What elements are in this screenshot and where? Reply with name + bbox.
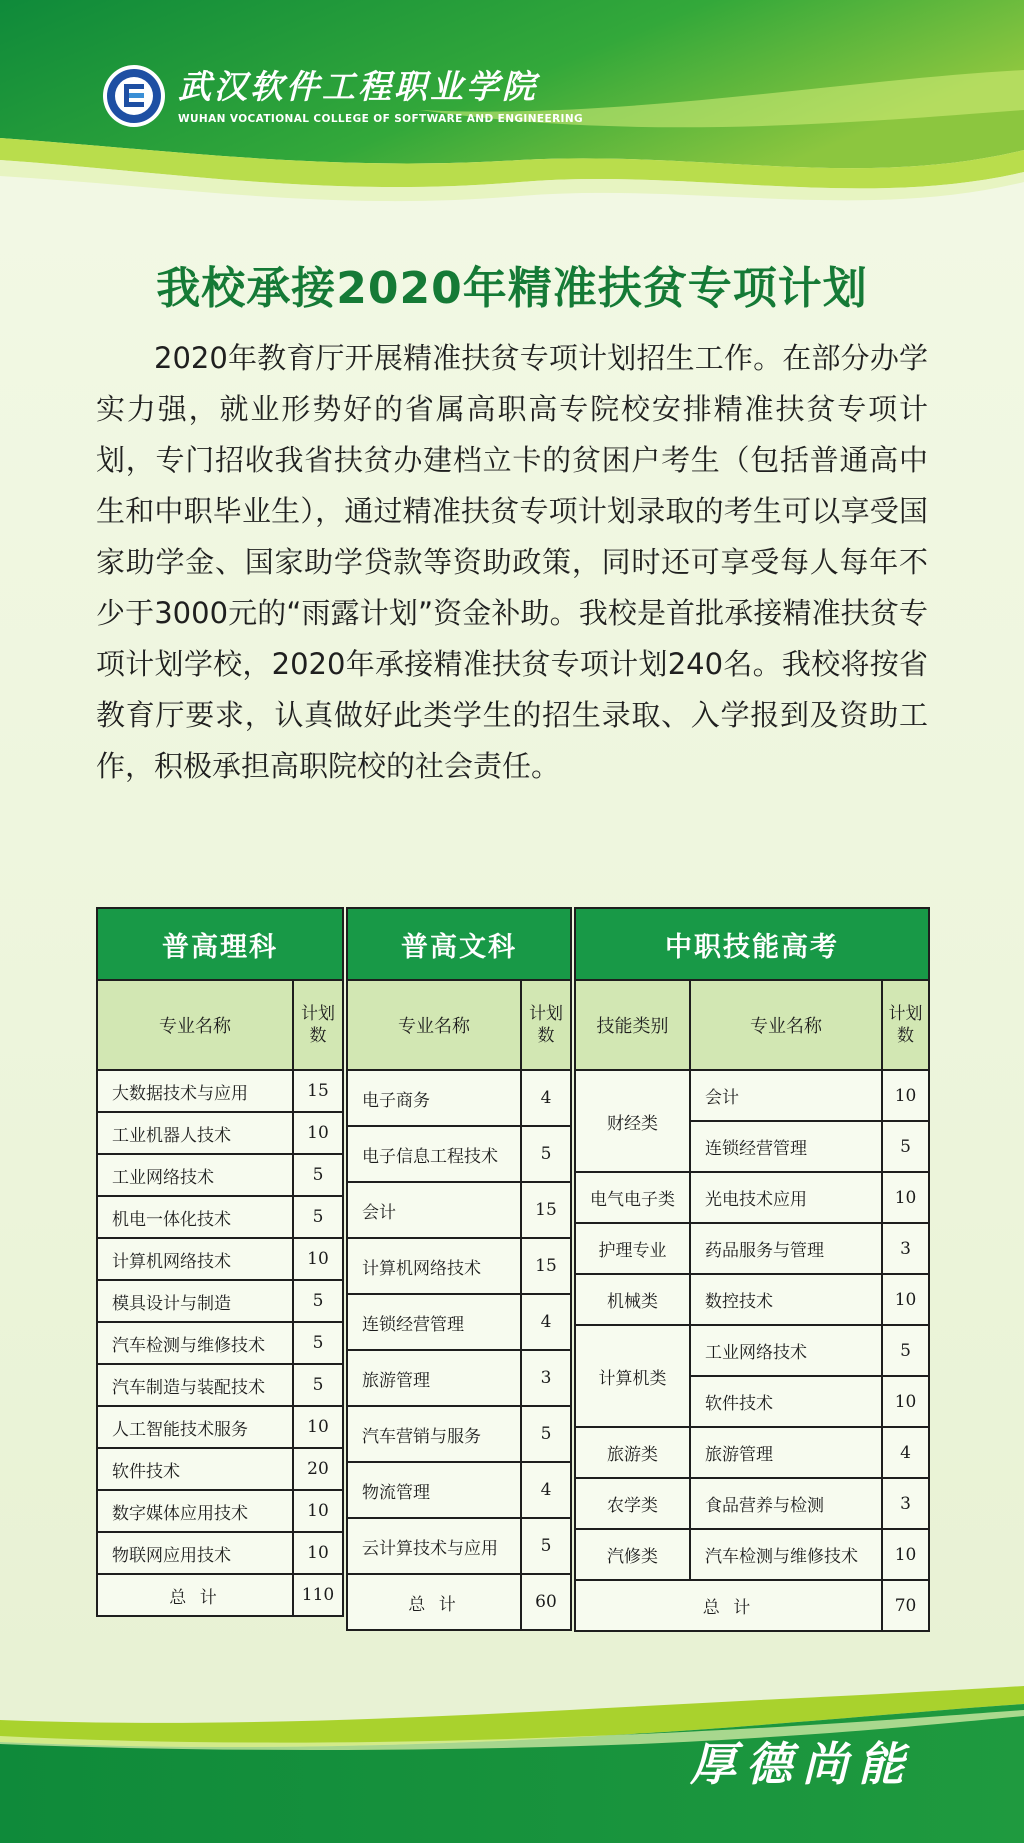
- major-name: 计算机网络技术: [347, 1238, 521, 1294]
- major-name: 连锁经营管理: [347, 1294, 521, 1350]
- total-count: 60: [521, 1574, 571, 1630]
- skill-category: 电气电子类: [575, 1172, 690, 1223]
- school-name-cn: 武汉软件工程职业学院: [178, 67, 538, 106]
- plan-count: 5: [293, 1196, 343, 1238]
- major-name: 大数据技术与应用: [97, 1070, 293, 1112]
- plan-count: 5: [293, 1364, 343, 1406]
- table-row: [347, 1518, 571, 1574]
- plan-count: 3: [521, 1350, 571, 1406]
- table-row: [347, 1462, 571, 1518]
- table-row: [97, 1154, 343, 1196]
- major-name: 光电技术应用: [690, 1172, 882, 1223]
- major-name: 汽车检测与维修技术: [97, 1322, 293, 1364]
- plan-count: 10: [882, 1274, 929, 1325]
- total-label: 总 计: [575, 1580, 882, 1631]
- arts-col-major: 专业名称: [347, 980, 521, 1070]
- plan-count: 10: [293, 1532, 343, 1574]
- major-name: 电子信息工程技术: [347, 1126, 521, 1182]
- major-name: 汽车营销与服务: [347, 1406, 521, 1462]
- major-name: 人工智能技术服务: [97, 1406, 293, 1448]
- plan-count: 5: [521, 1518, 571, 1574]
- plan-count: 3: [882, 1223, 929, 1274]
- plan-count: 10: [293, 1112, 343, 1154]
- major-name: 汽车制造与装配技术: [97, 1364, 293, 1406]
- major-name: 旅游管理: [347, 1350, 521, 1406]
- school-motto: 厚德尚能: [690, 1737, 914, 1791]
- table-row: [575, 1172, 929, 1223]
- table-row: [347, 1406, 571, 1462]
- plan-count: 4: [882, 1427, 929, 1478]
- table-row: [575, 1427, 929, 1478]
- major-name: 工业网络技术: [690, 1325, 882, 1376]
- table-row: [97, 1196, 343, 1238]
- school-name-en: WUHAN VOCATIONAL COLLEGE OF SOFTWARE AND ENGINEERING: [178, 113, 584, 125]
- science-col-plan: 计划数: [293, 980, 343, 1070]
- major-name: 工业机器人技术: [97, 1112, 293, 1154]
- major-name: 云计算技术与应用: [347, 1518, 521, 1574]
- total-label: 总 计: [97, 1574, 293, 1616]
- table-row: [575, 1529, 929, 1580]
- skill-category: 财经类: [575, 1070, 690, 1172]
- arts-col-plan: 计划数: [521, 980, 571, 1070]
- major-name: 电子商务: [347, 1070, 521, 1126]
- plan-count: 10: [882, 1070, 929, 1121]
- table-row: [347, 1182, 571, 1238]
- skill-category: 计算机类: [575, 1325, 690, 1427]
- plan-count: 4: [521, 1462, 571, 1518]
- arts-table-title: 普高文科: [347, 908, 571, 980]
- major-name: 物联网应用技术: [97, 1532, 293, 1574]
- total-row: [347, 1574, 571, 1630]
- major-name: 软件技术: [97, 1448, 293, 1490]
- plan-count: 10: [882, 1172, 929, 1223]
- plan-count: 5: [882, 1325, 929, 1376]
- major-name: 旅游管理: [690, 1427, 882, 1478]
- plan-count: 3: [882, 1478, 929, 1529]
- major-name: 工业网络技术: [97, 1154, 293, 1196]
- table-row: [97, 1322, 343, 1364]
- table-row: [575, 1478, 929, 1529]
- plan-count: 5: [293, 1154, 343, 1196]
- total-count: 110: [293, 1574, 343, 1616]
- table-row: [575, 1274, 929, 1325]
- table-row: [97, 1364, 343, 1406]
- major-name: 计算机网络技术: [97, 1238, 293, 1280]
- table-row: [575, 1325, 929, 1376]
- vocational-col-major: 专业名称: [690, 980, 882, 1070]
- table-row: [347, 1070, 571, 1126]
- vocational-col-plan: 计划数: [882, 980, 929, 1070]
- skill-category: 机械类: [575, 1274, 690, 1325]
- table-row: [97, 1532, 343, 1574]
- plan-count: 15: [293, 1070, 343, 1112]
- table-row: [97, 1070, 343, 1112]
- science-table-title: 普高理科: [97, 908, 343, 980]
- major-name: 数控技术: [690, 1274, 882, 1325]
- total-label: 总 计: [347, 1574, 521, 1630]
- intro-paragraph: 2020年教育厅开展精准扶贫专项计划招生工作。在部分办学实力强，就业形势好的省属高职高专院校安排精准扶贫专项计划，专门招收我省扶贫办建档立卡的贫困户考生（包括普通高中生和中职毕业生），通过精准扶贫专项计划录取的考生可以享受国家助学金、国家助学贷款等资助政策，同时还可享受每人每年不少于3000元的“雨露计划”资金补助。我校是首批承接精准扶贫专项计划学校，2020年承接精准扶贫专项计划240名。我校将按省教育厅要求，认真做好此类学生的招生录取、入学报到及资助工作，积极承担高职院校的社会责任。: [96, 341, 928, 783]
- vocational-col-category: 技能类别: [575, 980, 690, 1070]
- table-row: [97, 1490, 343, 1532]
- plan-count: 10: [293, 1238, 343, 1280]
- table-row: [97, 1448, 343, 1490]
- plan-count: 10: [882, 1529, 929, 1580]
- vocational-table-title: 中职技能高考: [575, 908, 929, 980]
- school-badge-icon: [102, 64, 166, 128]
- major-name: 数字媒体应用技术: [97, 1490, 293, 1532]
- plan-count: 5: [882, 1121, 929, 1172]
- plan-count: 15: [521, 1182, 571, 1238]
- table-row: [575, 1223, 929, 1274]
- plan-count: 10: [293, 1490, 343, 1532]
- skill-category: 农学类: [575, 1478, 690, 1529]
- plan-count: 20: [293, 1448, 343, 1490]
- plan-count: 10: [293, 1406, 343, 1448]
- school-logo: [102, 64, 583, 128]
- table-row: [97, 1280, 343, 1322]
- table-row: [347, 1294, 571, 1350]
- plan-count: 5: [521, 1406, 571, 1462]
- arts-table: [346, 907, 572, 1631]
- major-name: 会计: [347, 1182, 521, 1238]
- plan-count: 5: [521, 1126, 571, 1182]
- table-row: [575, 1070, 929, 1121]
- table-row: [347, 1350, 571, 1406]
- total-row: [97, 1574, 343, 1616]
- table-row: [97, 1112, 343, 1154]
- science-col-major: 专业名称: [97, 980, 293, 1070]
- table-row: [97, 1406, 343, 1448]
- page-title: 我校承接2020年精准扶贫专项计划: [156, 263, 868, 314]
- major-name: 食品营养与检测: [690, 1478, 882, 1529]
- major-name: 软件技术: [690, 1376, 882, 1427]
- plan-count: 4: [521, 1294, 571, 1350]
- plan-count: 5: [293, 1280, 343, 1322]
- plan-count: 4: [521, 1070, 571, 1126]
- major-name: 机电一体化技术: [97, 1196, 293, 1238]
- table-row: [347, 1238, 571, 1294]
- skill-category: 护理专业: [575, 1223, 690, 1274]
- table-row: [347, 1126, 571, 1182]
- science-table: [96, 907, 344, 1617]
- major-name: 物流管理: [347, 1462, 521, 1518]
- total-row: [575, 1580, 929, 1631]
- major-name: 汽车检测与维修技术: [690, 1529, 882, 1580]
- skill-category: 汽修类: [575, 1529, 690, 1580]
- plan-count: 15: [521, 1238, 571, 1294]
- skill-category: 旅游类: [575, 1427, 690, 1478]
- plan-count: 5: [293, 1322, 343, 1364]
- major-name: 药品服务与管理: [690, 1223, 882, 1274]
- major-name: 模具设计与制造: [97, 1280, 293, 1322]
- vocational-table: [574, 907, 930, 1632]
- total-count: 70: [882, 1580, 929, 1631]
- table-row: [97, 1238, 343, 1280]
- plan-count: 10: [882, 1376, 929, 1427]
- major-name: 会计: [690, 1070, 882, 1121]
- major-name: 连锁经营管理: [690, 1121, 882, 1172]
